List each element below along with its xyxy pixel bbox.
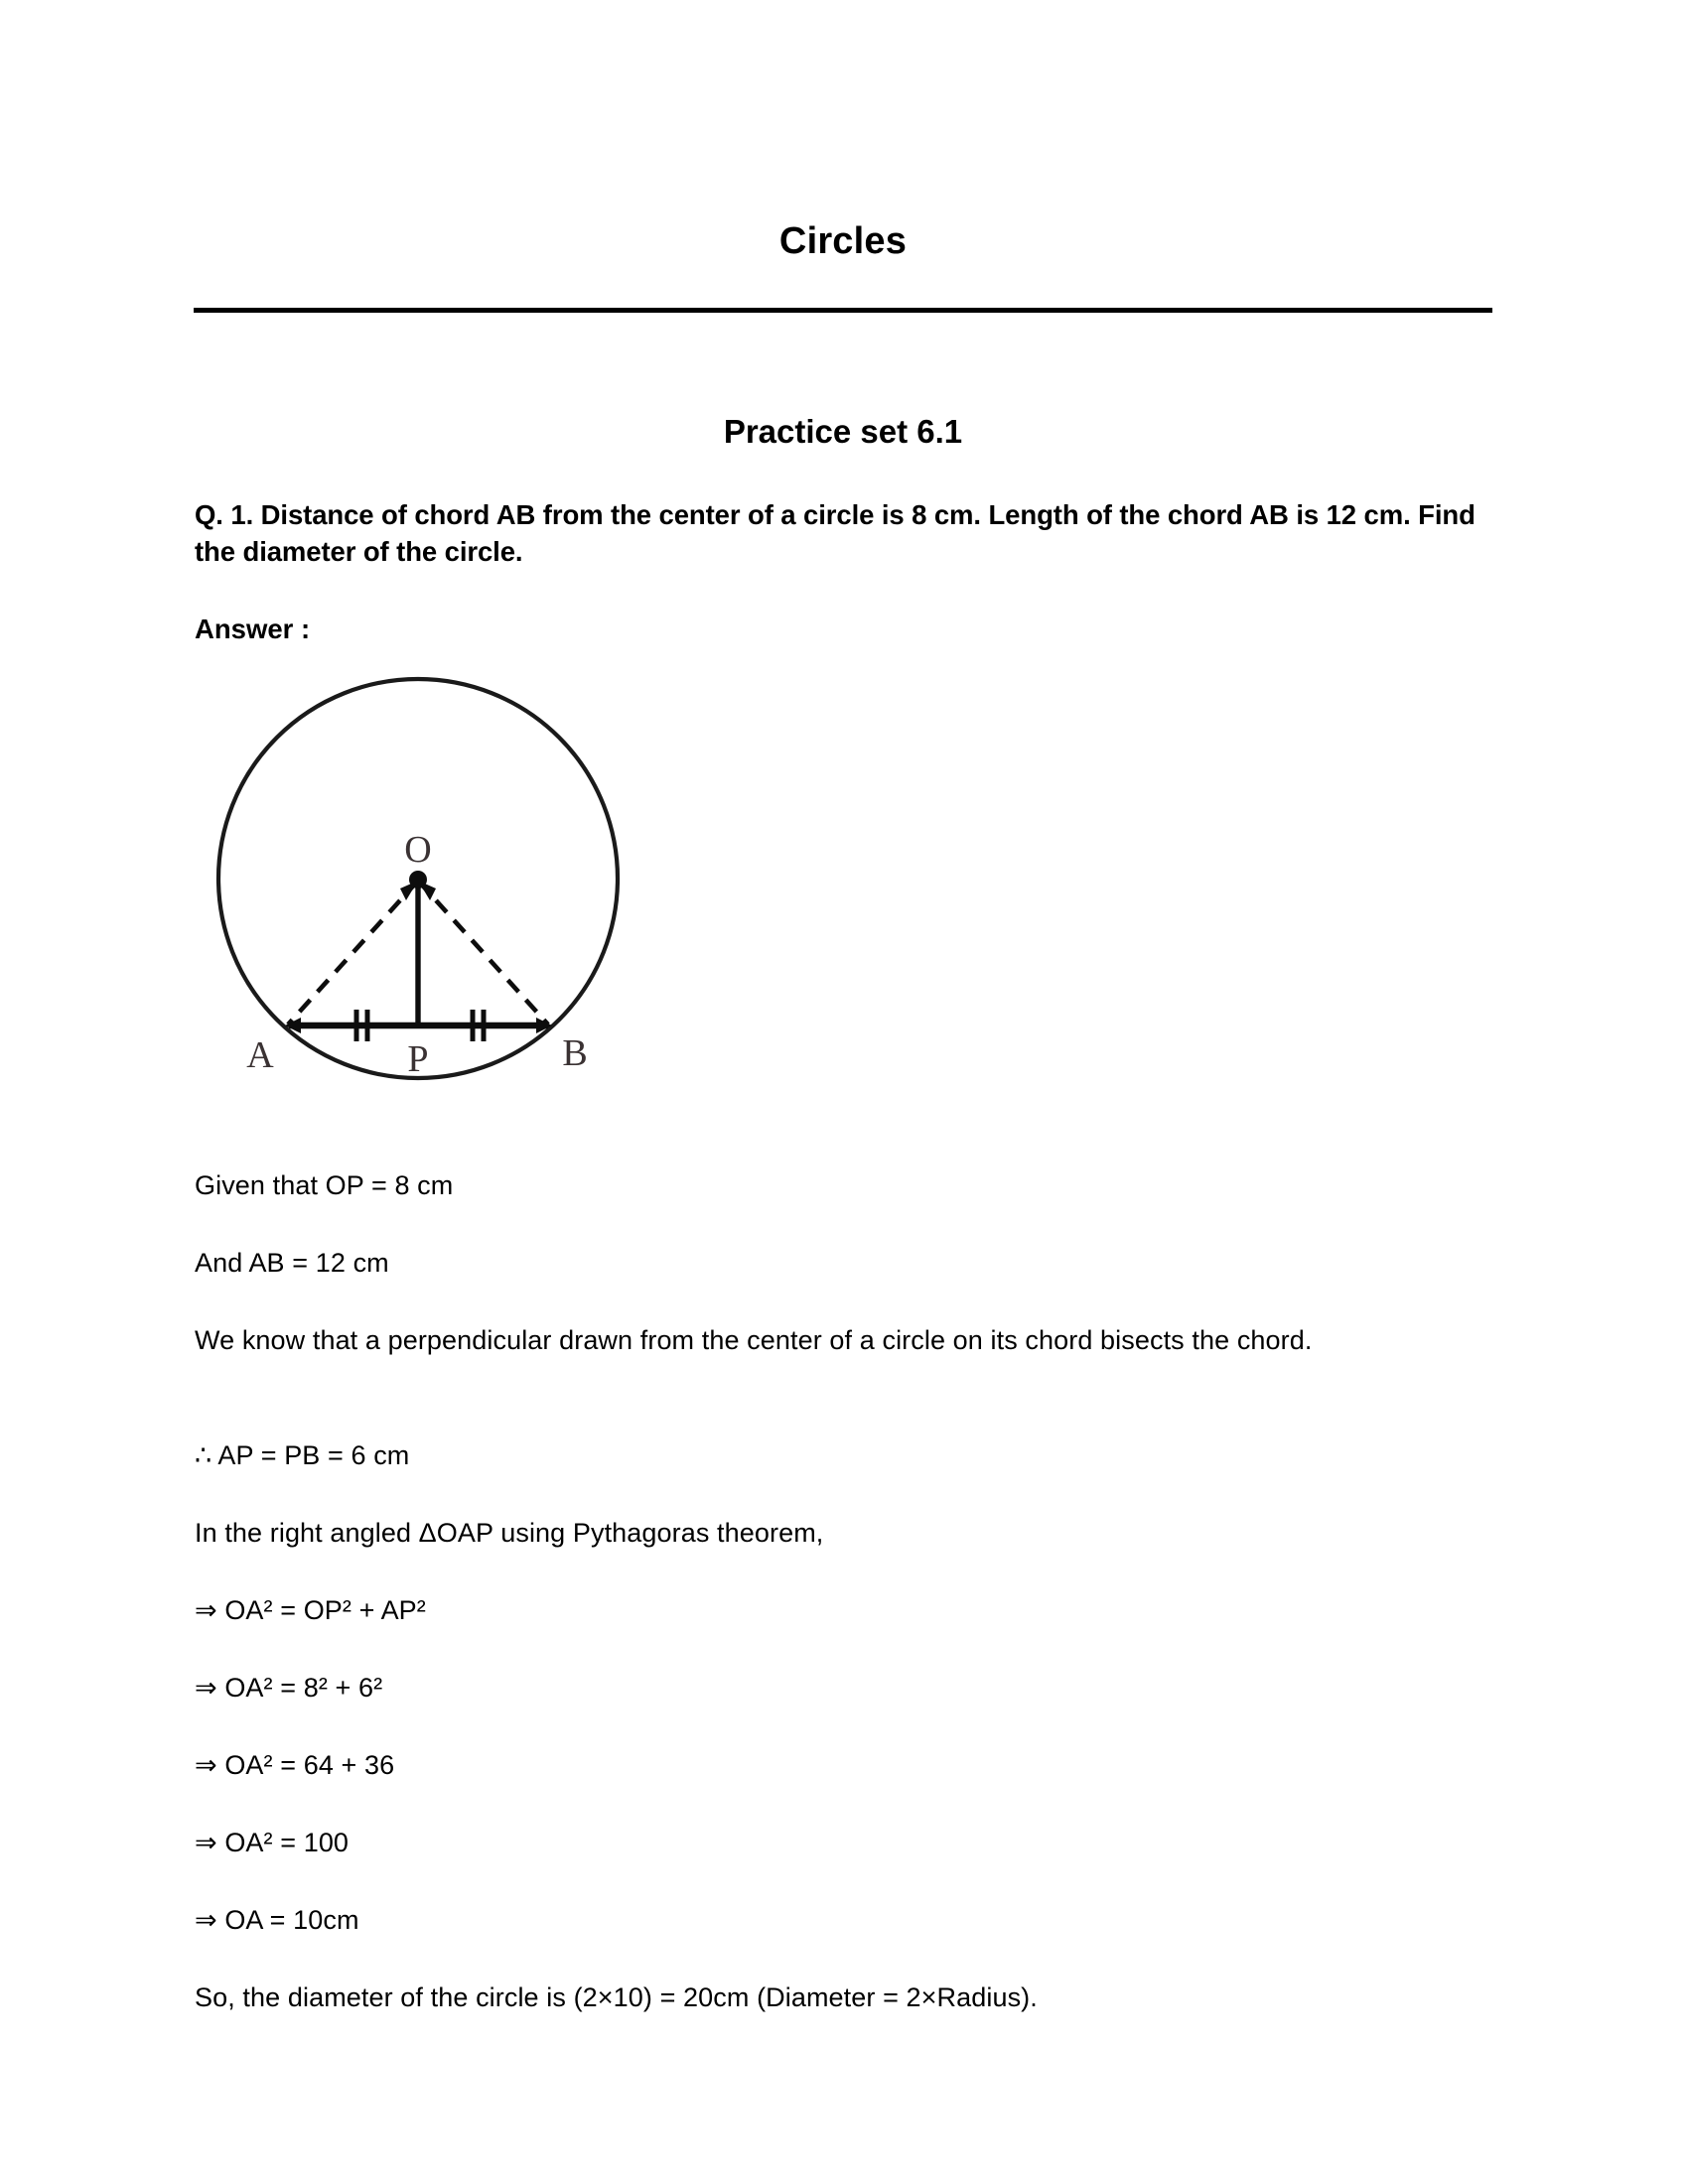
- radius-ob-dashed: [418, 881, 548, 1024]
- solution-line-oa-sq-100: ⇒ OA² = 100: [195, 1828, 350, 1857]
- solution-line-pythagoras-intro: In the right angled ΔOAP using Pythagoras theorem,: [195, 1518, 824, 1548]
- radius-oa-dashed: [288, 881, 418, 1024]
- center-point-o: [409, 871, 427, 888]
- answer-label: Answer :: [195, 613, 311, 644]
- title-divider: [194, 308, 1492, 313]
- solution-line-conclusion: So, the diameter of the circle is (2×10) = 20cm (Diameter = 2×Radius).: [195, 1982, 1038, 2012]
- solution-line-given-ab: And AB = 12 cm: [195, 1248, 389, 1278]
- solution-line-oa-10: ⇒ OA = 10cm: [195, 1905, 359, 1935]
- page-title: Circles: [778, 220, 908, 263]
- circle-with-chord-diagram: [189, 650, 655, 1117]
- solution-line-oa-sq-expr: ⇒ OA² = OP² + AP²: [195, 1595, 426, 1625]
- label-o: O: [404, 829, 432, 871]
- label-a: A: [246, 1034, 274, 1076]
- label-p: P: [407, 1038, 429, 1080]
- section-heading: Practice set 6.1: [723, 413, 963, 451]
- solution-line-oa-sq-sum: ⇒ OA² = 64 + 36: [195, 1750, 395, 1780]
- label-b: B: [562, 1032, 588, 1074]
- solution-line-given-op: Given that OP = 8 cm: [195, 1170, 454, 1200]
- solution-line-oa-sq-numbers: ⇒ OA² = 8² + 6²: [195, 1673, 383, 1703]
- question-text: Q. 1. Distance of chord AB from the center of a circle is 8 cm. Length of the chord AB is 12 cm. Find the diameter of the circle.: [195, 498, 1476, 567]
- solution-line-perpendicular-rule: We know that a perpendicular drawn from the center of a circle on its chord bisects the chord.: [195, 1325, 1313, 1355]
- solution-line-ap-pb: ∴ AP = PB = 6 cm: [195, 1440, 410, 1470]
